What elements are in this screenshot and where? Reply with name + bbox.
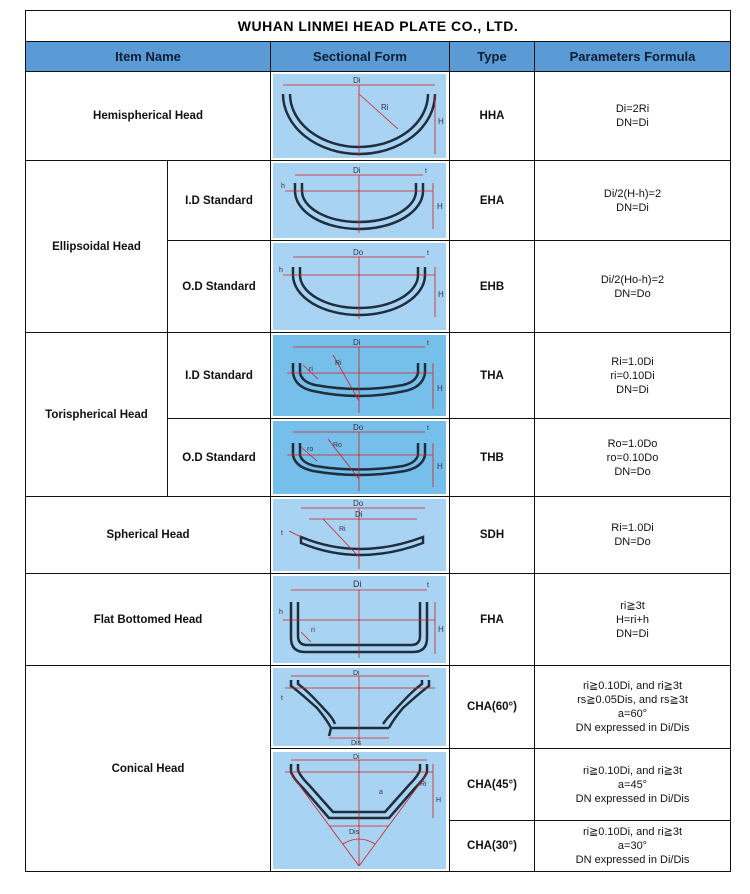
dim-label: Ri <box>339 526 346 533</box>
dim-label: Di <box>353 76 361 85</box>
sectional-form <box>271 666 450 749</box>
dim-label: ri <box>311 627 315 634</box>
dim-label: H <box>438 290 444 299</box>
item-name: Torispherical Head <box>26 333 168 497</box>
type-code: CHA(60°) <box>450 666 535 749</box>
dim-label: Dis <box>351 740 362 746</box>
formula-line: ri≧3t <box>620 599 645 612</box>
dim-label: Di <box>353 166 361 175</box>
formula-line: DN=Do <box>614 536 651 548</box>
formula-line: DN expressed in Di/Dis <box>575 792 690 805</box>
sub-standard: I.D Standard <box>168 161 271 241</box>
formula-line: DN=Di <box>616 383 649 396</box>
table-row-conical-60 <box>26 666 731 749</box>
header-sectional-form: Sectional Form <box>271 42 450 72</box>
dim-label: Do <box>353 499 364 508</box>
formula <box>535 161 731 241</box>
dim-label: H <box>436 796 442 804</box>
type-code: THB <box>450 419 535 497</box>
header-type: Type <box>450 42 535 72</box>
table-row-hemispherical <box>26 72 731 161</box>
dim-label: Ri <box>420 780 427 788</box>
formula-line: DN expressed in Di/Dis <box>575 854 690 866</box>
type-code: HHA <box>450 72 535 161</box>
formula <box>535 497 731 574</box>
table-row-spherical <box>26 497 731 574</box>
sub-standard: O.D Standard <box>168 419 271 497</box>
dim-label: h <box>279 267 283 274</box>
formula-line: DN expressed in Di/Dis <box>575 722 690 734</box>
item-name: Conical Head <box>26 666 271 872</box>
sectional-form <box>271 497 450 574</box>
conical-45-30-diagram <box>273 752 446 869</box>
dim-label: ri <box>309 366 313 373</box>
sectional-form <box>271 574 450 666</box>
sectional-form <box>271 333 450 419</box>
type-code: EHA <box>450 161 535 241</box>
dim-label: H <box>438 625 444 634</box>
dim-label: Di <box>355 510 363 519</box>
header-row <box>26 42 731 72</box>
table-row-ellipsoidal-id <box>26 161 731 241</box>
formula-line: ri=0.10Di <box>610 369 655 382</box>
type-code: THA <box>450 333 535 419</box>
dim-label: Ro <box>333 442 342 449</box>
formula <box>535 333 731 419</box>
formula-line: Ri=1.0Di <box>611 522 654 534</box>
formula <box>535 749 731 821</box>
dim-label: a <box>379 788 383 796</box>
spherical-head-diagram <box>273 499 446 571</box>
type-code: EHB <box>450 241 535 333</box>
type-code: SDH <box>450 497 535 574</box>
sub-standard: O.D Standard <box>168 241 271 333</box>
formula <box>535 241 731 333</box>
dim-label: Ri <box>335 360 342 367</box>
formula-line: DN=Di <box>616 201 649 214</box>
formula-line: H=ri+h <box>615 613 650 626</box>
type-code: CHA(30°) <box>450 821 535 872</box>
item-name: Ellipsoidal Head <box>26 161 168 333</box>
formula-line: Di/2(Ho-h)=2 <box>600 273 665 286</box>
formula-line: a=60° <box>617 708 648 720</box>
item-name: Spherical Head <box>26 497 271 574</box>
ellipsoidal-od-diagram <box>273 243 446 330</box>
formula-line: DN=Di <box>616 627 649 640</box>
flat-bottomed-head-diagram <box>273 576 446 663</box>
dim-label: h <box>279 609 283 616</box>
dim-label: Di <box>353 579 362 589</box>
dim-label: t <box>281 530 283 537</box>
item-name: Flat Bottomed Head <box>26 574 271 666</box>
dim-label: Di <box>353 753 360 761</box>
company-title: WUHAN LINMEI HEAD PLATE CO., LTD. <box>26 11 731 42</box>
sectional-form <box>271 749 450 872</box>
formula-line: a=45° <box>617 778 648 791</box>
formula-line: Ro=1.0Do <box>607 437 658 450</box>
dim-label: Do <box>353 248 364 257</box>
torispherical-id-diagram <box>273 335 446 416</box>
dim-label: Di <box>353 670 360 677</box>
type-code: CHA(45°) <box>450 749 535 821</box>
dim-label: H <box>437 202 443 211</box>
sectional-form <box>271 161 450 241</box>
table-row-torispherical-id <box>26 333 731 419</box>
header-parameters-formula: Parameters Formula <box>535 42 731 72</box>
sub-standard: I.D Standard <box>168 333 271 419</box>
sectional-form <box>271 419 450 497</box>
formula <box>535 72 731 161</box>
conical-60-diagram <box>273 668 446 746</box>
dim-label: t <box>281 695 283 702</box>
formula-line: Di=2Ri <box>615 103 650 115</box>
formula-line: DN=Do <box>614 287 651 300</box>
dim-label: t <box>427 340 429 347</box>
dim-label: Do <box>353 423 364 432</box>
formula <box>535 419 731 497</box>
ellipsoidal-id-diagram <box>273 163 446 238</box>
formula-line: ri≧0.10Di, and ri≧3t <box>582 826 683 838</box>
dim-label: t <box>427 425 429 432</box>
formula-line: DN=Do <box>614 465 651 478</box>
header-item-name: Item Name <box>26 42 271 72</box>
dim-label: H <box>438 117 444 126</box>
dim-label: t <box>425 168 427 175</box>
dim-label: H <box>437 462 443 471</box>
type-code: FHA <box>450 574 535 666</box>
table-row-flat-bottomed <box>26 574 731 666</box>
dim-label: t <box>427 250 429 257</box>
formula <box>535 821 731 872</box>
title-row <box>26 11 731 42</box>
dim-label: H <box>437 384 443 393</box>
formula <box>535 666 731 749</box>
dim-label: ro <box>307 446 314 453</box>
formula-line: ro=0.10Do <box>606 451 659 464</box>
dim-label: t <box>427 582 429 589</box>
torispherical-od-diagram <box>273 421 446 494</box>
sectional-form <box>271 241 450 333</box>
sectional-form <box>271 72 450 161</box>
formula-line: Di/2(H-h)=2 <box>603 187 662 200</box>
dim-label: Ri <box>381 103 389 112</box>
formula-line: ri≧0.10Di, and ri≧3t <box>582 680 683 692</box>
head-plate-spec-table <box>25 10 731 872</box>
dim-label: Dis <box>349 828 360 836</box>
dim-label: Di <box>353 338 361 347</box>
formula-line: ri≧0.10Di, and ri≧3t <box>582 764 683 777</box>
formula-line: DN=Di <box>616 117 649 129</box>
formula-line: a=30° <box>617 840 648 852</box>
formula <box>535 574 731 666</box>
dim-label: h <box>281 183 285 190</box>
formula-line: rs≧0.05Dis, and rs≧3t <box>577 694 688 706</box>
formula-line: Ri=1.0Di <box>611 355 654 368</box>
item-name: Hemispherical Head <box>26 72 271 161</box>
hemispherical-head-diagram <box>273 74 446 158</box>
